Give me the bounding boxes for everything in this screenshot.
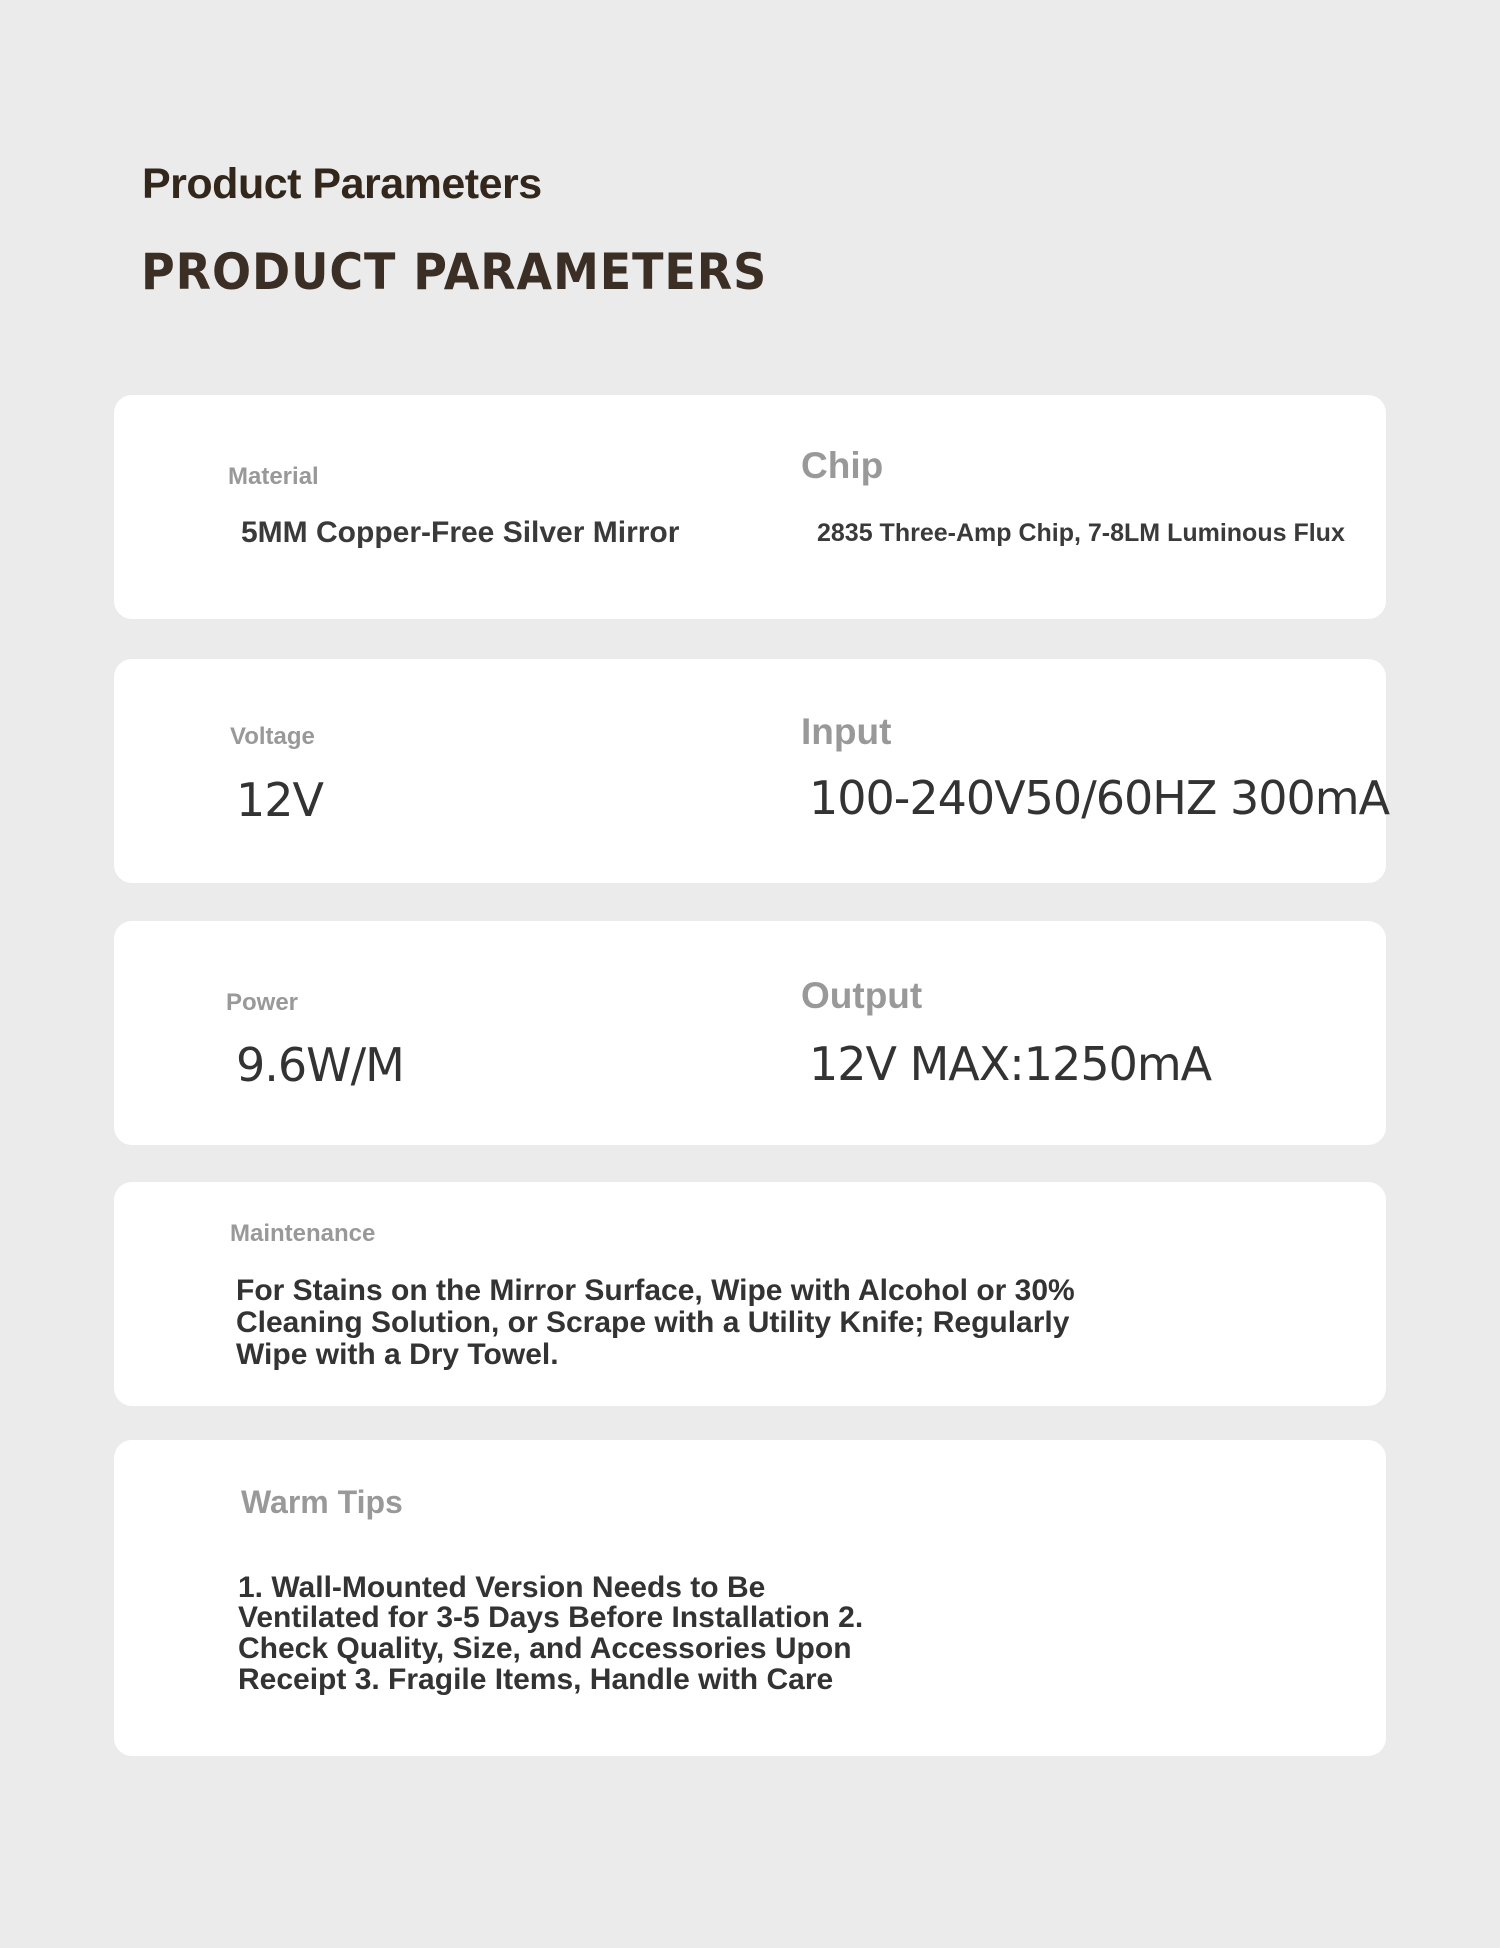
warm-tips-line: 1. Wall-Mounted Version Needs to Be [238,1571,766,1604]
spec-card-voltage-input [114,659,1390,883]
input-label: Input [801,711,892,752]
power-label: Power [226,989,299,1016]
power-value: 9.6W/M [236,1038,404,1092]
voltage-label: Voltage [230,723,315,750]
maintenance-line: Cleaning Solution, or Scrape with a Utility Knife; Regularly [236,1306,1070,1339]
material-label: Material [228,463,319,490]
chip-value: 2835 Three-Amp Chip, 7-8LM Luminous Flux [817,519,1345,547]
spec-card-warm-tips [114,1440,1386,1756]
maintenance-text [236,1275,1075,1371]
warm-tips-label: Warm Tips [241,1484,403,1520]
warm-tips-line: Ventilated for 3-5 Days Before Installation 2. [238,1601,864,1634]
voltage-value: 12V [236,773,324,827]
output-value: 12V MAX:1250mA [809,1037,1212,1091]
page-title: Product Parameters [142,160,542,208]
input-value: 100-240V50/60HZ 300mA [809,771,1390,825]
warm-tips-line: Receipt 3. Fragile Items, Handle with Care [238,1663,834,1696]
warm-tips-line: Check Quality, Size, and Accessories Upon [238,1632,852,1665]
warm-tips-text [238,1571,864,1696]
output-label: Output [801,975,923,1016]
spec-card-material-chip [114,395,1386,619]
material-value: 5MM Copper-Free Silver Mirror [241,516,680,549]
chip-label: Chip [801,445,884,486]
spec-card-power-output [114,921,1386,1145]
maintenance-label: Maintenance [230,1220,376,1247]
spec-card-maintenance [114,1182,1386,1406]
maintenance-line: For Stains on the Mirror Surface, Wipe with Alcohol or 30% [236,1274,1075,1307]
maintenance-line: Wipe with a Dry Towel. [236,1338,559,1371]
page-subtitle: PRODUCT PARAMETERS [141,243,768,301]
